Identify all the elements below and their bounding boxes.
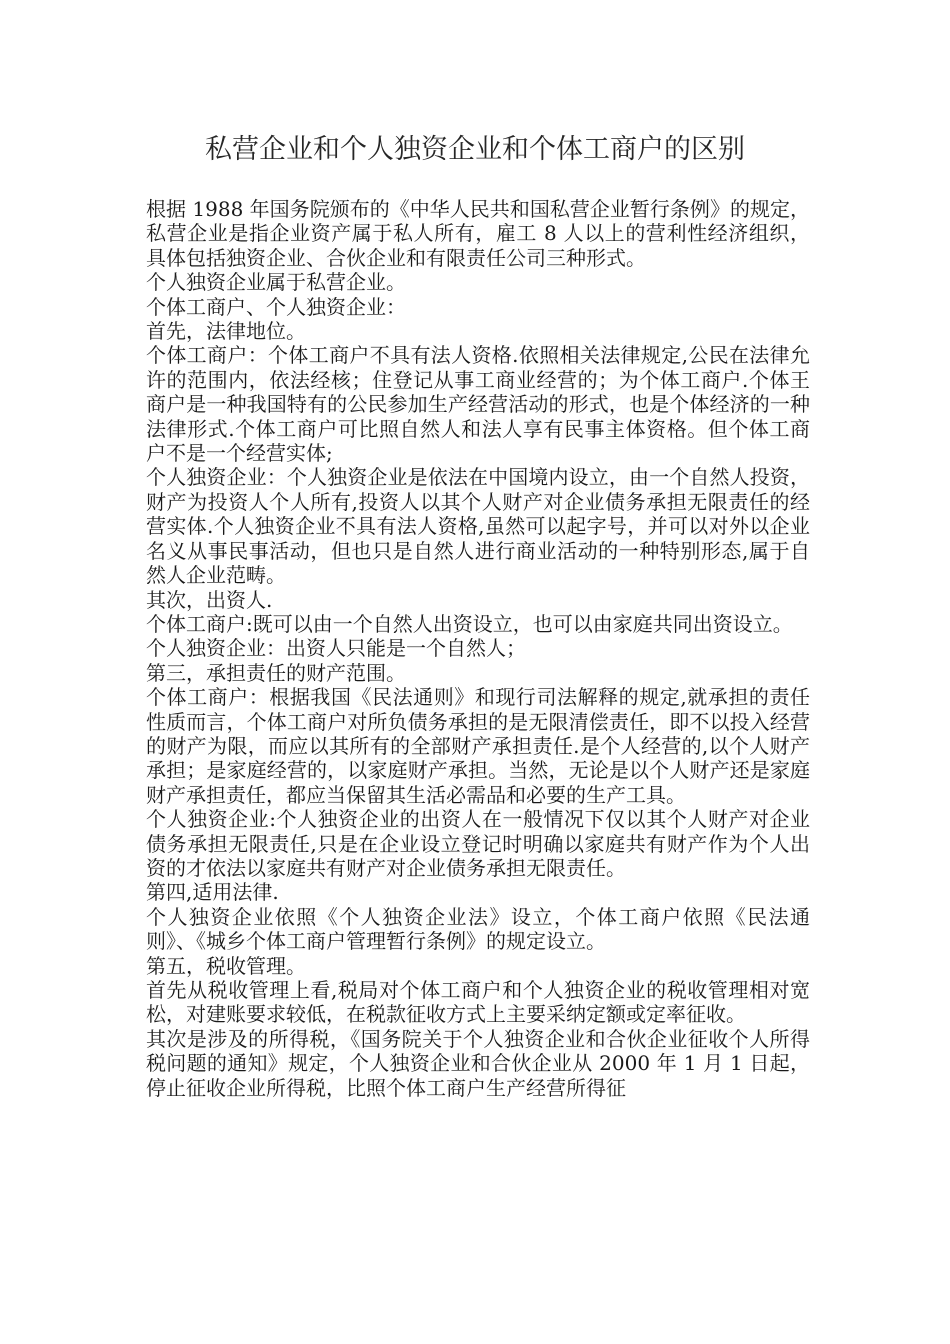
paragraph-private-enterprise-definition: 根据 1988 年国务院颁布的《中华人民共和国私营企业暂行条例》的规定，私营企业是指企业资产属于私人所有，雇工 8 人以上的营利性经济组织，具体包括独资企业、合伙企业和有限责任公司三种形式。 xyxy=(146,197,810,270)
section-heading-investor: 其次，出资人. xyxy=(146,587,273,612)
paragraph-individual-business-investor: 个体工商户:既可以由一个自然人出资设立，也可以由家庭共同出资设立。 xyxy=(146,611,793,636)
paragraph-individual-business-liability: 个体工商户：根据我国《民法通则》和现行司法解释的规定,就承担的责任性质而言，个体工商户对所负债务承担的是无限清偿责任，即不以投入经营的财产为限，而应以其所有的全部财产承担责任.是个人经营的,以个人财产承担；是家庭经营的，以家庭财产承担。当然，无论是以个人财产还是家庭财产承担责任，都应当保留其生活必需品和必要的生产工具。 xyxy=(146,685,810,807)
paragraph-sole-proprietorship-legal-status: 个人独资企业：个人独资企业是依法在中国境内设立，由一个自然人投资，财产为投资人个人所有,投资人以其个人财产对企业债务承担无限责任的经营实体.个人独资企业不具有法人资格,虽然可以起字号，并可以对外以企业名义从事民事活动，但也只是自然人进行商业活动的一种特别形态,属于自然人企业范畴。 xyxy=(146,465,810,588)
paragraph-sole-proprietorship-investor: 个人独资企业：出资人只能是一个自然人； xyxy=(146,636,526,661)
section-heading-applicable-law: 第四,适用法律. xyxy=(146,880,279,905)
section-heading-tax-management: 第五，税收管理。 xyxy=(146,953,306,978)
paragraph-comparison-heading: 个体工商户、个人独资企业： xyxy=(146,294,406,319)
section-heading-legal-status: 首先，法律地位。 xyxy=(146,319,306,344)
paragraph-individual-business-legal-status: 个体工商户：个体工商户不具有法人资格.依照相关法律规定,公民在法律允许的范围内，依法经核；住登记从事工商业经营的；为个体工商户.个体王商户是一种我国特有的公民参加生产经营活动的形式，也是个体经济的一种法律形式.个体工商户可比照自然人和法人享有民事主体资格。但个体工商户不是一个经营实体; xyxy=(146,343,810,466)
paragraph-tax-management: 首先从税收管理上看,税局对个体工商户和个人独资企业的税收管理相对宽松，对建账要求较低，在税款征收方式上主要采纳定额或定率征收。 xyxy=(146,978,810,1027)
section-heading-liability-scope: 第三，承担责任的财产范围。 xyxy=(146,660,406,685)
paragraph-income-tax: 其次是涉及的所得税，《国务院关于个人独资企业和合伙企业征收个人所得税问题的通知》规定，个人独资企业和合伙企业从 2000 年 1 月 1 日起，停止征收企业所得税，比照个体工商户生产经营所得征 xyxy=(146,1026,810,1100)
paragraph-sole-proprietorship-liability: 个人独资企业:个人独资企业的出资人在一般情况下仅以其个人财产对企业债务承担无限责任,只是在企业设立登记时明确以家庭共有财产作为个人出资的才依法以家庭共有财产对企业债务承担无限责任。 xyxy=(146,807,810,880)
paragraph-applicable-law: 个人独资企业依照《个人独资企业法》设立，个体工商户依照《民法通则》、《城乡个体工商户管理暂行条例》的规定设立。 xyxy=(146,904,810,954)
paragraph-sole-proprietorship-category: 个人独资企业属于私营企业。 xyxy=(146,270,406,295)
document-body xyxy=(146,197,810,1100)
document-title: 私营企业和个人独资企业和个体工商户的区别 xyxy=(205,134,745,165)
